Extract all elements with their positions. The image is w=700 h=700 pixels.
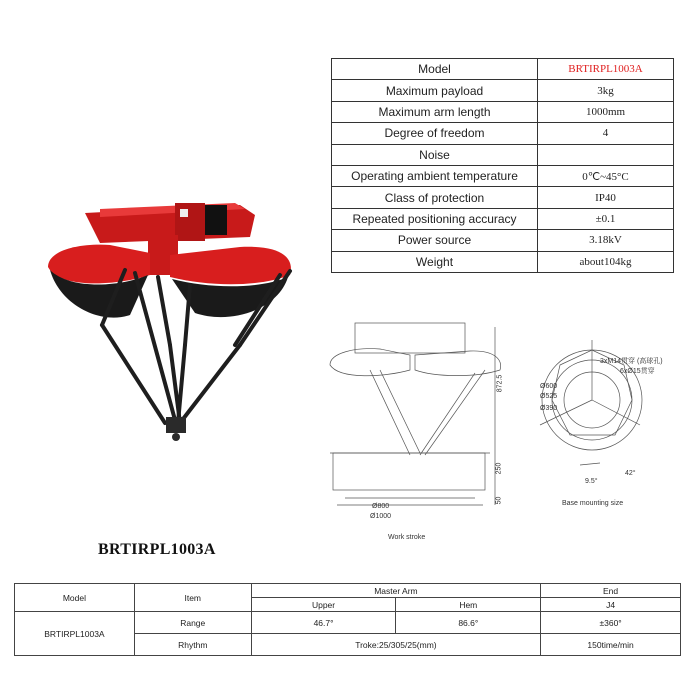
table-row	[15, 612, 681, 634]
cell-end: 150time/min	[541, 634, 681, 656]
joint-table	[14, 583, 681, 656]
spec-value: about104kg	[538, 251, 674, 272]
spec-label: Power source	[332, 230, 538, 251]
spec-row	[332, 187, 674, 208]
spec-label: Noise	[332, 144, 538, 165]
spec-label: Maximum arm length	[332, 101, 538, 122]
spec-row	[332, 230, 674, 251]
top-drawing-caption: Base mounting size	[562, 500, 624, 507]
spec-label: Repeated positioning accuracy	[332, 208, 538, 229]
spec-label: Model	[332, 59, 538, 80]
spec-row	[332, 80, 674, 101]
cell-upper: 46.7°	[251, 612, 396, 634]
spec-value: BRTIRPL1003A	[538, 59, 674, 80]
front-view-drawing	[325, 315, 510, 515]
cell-model: BRTIRPL1003A	[15, 612, 135, 656]
front-drawing-caption: Work stroke	[388, 534, 426, 541]
spec-row	[332, 123, 674, 144]
header-end: End	[541, 584, 681, 598]
spec-value: 3.18kV	[538, 230, 674, 251]
dim-base: 50	[495, 496, 503, 505]
spec-value: 1000mm	[538, 101, 674, 122]
spec-label: Degree of freedom	[332, 123, 538, 144]
header-model: Model	[15, 584, 135, 612]
cell-item: Rhythm	[134, 634, 251, 656]
spec-value	[538, 144, 674, 165]
dim-diameter-1000: Ø1000	[370, 513, 392, 520]
spec-row	[332, 165, 674, 186]
top-note-2: 6xØ15贯穿	[620, 368, 655, 375]
cell-item: Range	[134, 612, 251, 634]
angle-42: 42°	[625, 470, 636, 477]
table-row	[15, 584, 681, 598]
spec-row	[332, 59, 674, 80]
dim-diameter-525: Ø525	[540, 393, 558, 400]
spec-label: Class of protection	[332, 187, 538, 208]
delta-robot-illustration	[40, 195, 310, 445]
dim-diameter-800: Ø800	[372, 503, 390, 510]
spec-row	[332, 101, 674, 122]
cell-master-arm: Troke:25/305/25(mm)	[251, 634, 541, 656]
robot-model-caption: BRTIRPL1003A	[98, 541, 216, 558]
header-j4: J4	[541, 598, 681, 612]
dim-height: 872.5	[496, 374, 504, 393]
angle-9-5: 9.5°	[585, 478, 598, 485]
spec-table	[331, 58, 674, 273]
spec-label: Weight	[332, 251, 538, 272]
header-item: Item	[134, 584, 251, 612]
spec-value: 0℃~45°C	[538, 165, 674, 186]
dim-diameter-390: Ø390	[540, 405, 558, 412]
header-upper: Upper	[251, 598, 396, 612]
cell-hem: 86.6°	[396, 612, 541, 634]
spec-label: Operating ambient temperature	[332, 165, 538, 186]
dim-stroke: 250	[495, 462, 503, 475]
spec-label: Maximum payload	[332, 80, 538, 101]
spec-row	[332, 251, 674, 272]
cell-end: ±360°	[541, 612, 681, 634]
header-hem: Hem	[396, 598, 541, 612]
spec-value: 3kg	[538, 80, 674, 101]
spec-row	[332, 208, 674, 229]
dim-diameter-600: Ø600	[540, 383, 558, 390]
spec-value: ±0.1	[538, 208, 674, 229]
spec-row	[332, 144, 674, 165]
header-master-arm: Master Arm	[251, 584, 541, 598]
spec-value: 4	[538, 123, 674, 144]
top-view-drawing	[520, 325, 660, 475]
spec-value: IP40	[538, 187, 674, 208]
top-note-1: 3xM14贯穿 (高球孔)	[600, 358, 663, 365]
